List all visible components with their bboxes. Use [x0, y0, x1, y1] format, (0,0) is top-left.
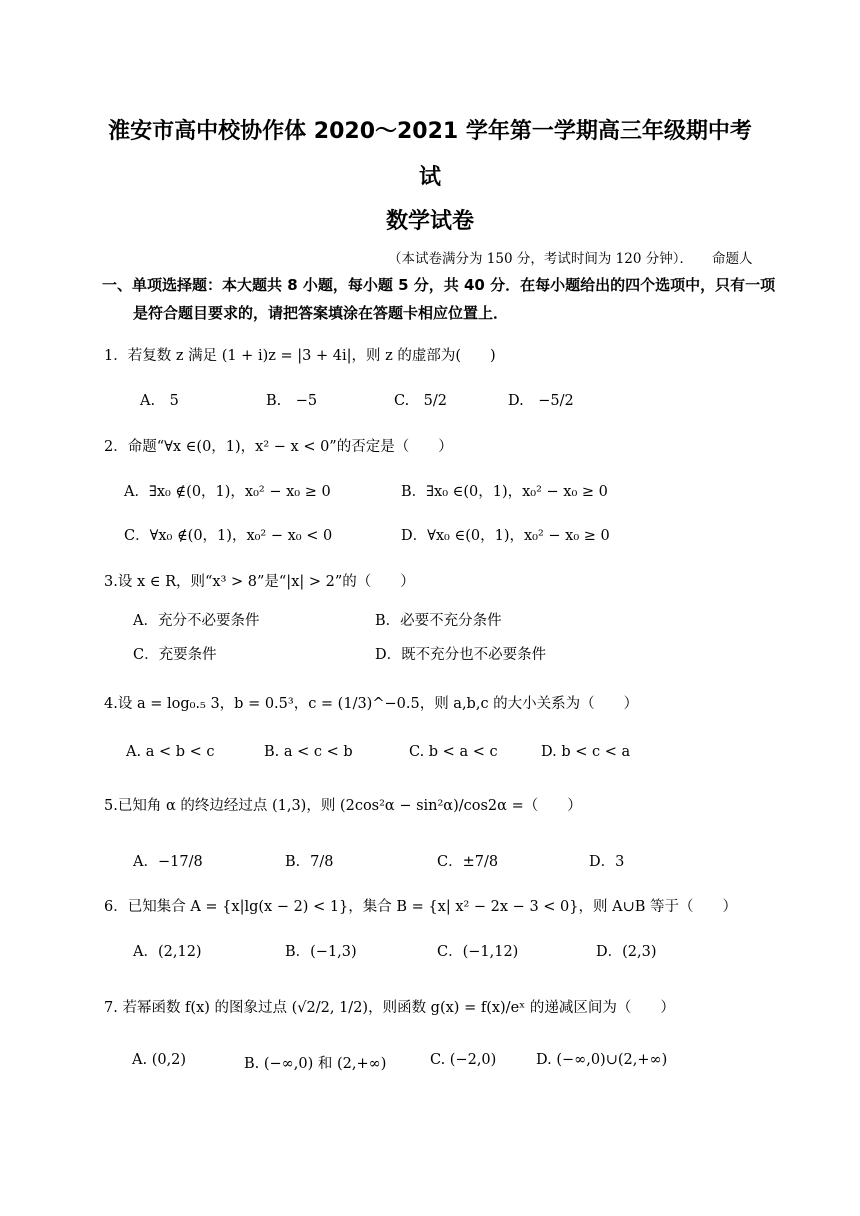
- question-5-option-c: C．±7/8: [437, 854, 499, 870]
- question-7-option-a: A. (0,2): [132, 1052, 187, 1068]
- exam-note: （本试卷满分为 150 分，考试时间为 120 分钟）．: [388, 251, 693, 267]
- question-4-option-c: C. b < a < c: [409, 744, 498, 760]
- question-1-option-c: C. 5/2: [394, 393, 448, 409]
- question-4-stem: 4.设 a = log₀.₅ 3，b = 0.5³，c = (1/3)^−0.5，则 a,b,c 的大小关系为（ ）: [104, 696, 639, 712]
- question-6-option-b: B．(−1,3): [285, 944, 357, 960]
- question-3-option-c: C．充要条件: [133, 647, 217, 663]
- question-7-option-d: D. (−∞,0)∪(2,+∞): [536, 1052, 668, 1068]
- question-2-option-a: A．∃x₀ ∉(0，1)，x₀² − x₀ ≥ 0: [124, 484, 331, 500]
- question-4-option-a: A. a < b < c: [126, 744, 215, 760]
- question-3-option-b: B．必要不充分条件: [375, 613, 502, 629]
- question-5-option-d: D．3: [589, 854, 625, 870]
- section-heading-line1: 一、单项选择题：本大题共 8 小题，每小题 5 分，共 40 分．在每小题给出的四个选项中，只有一项: [102, 276, 776, 294]
- question-4-option-b: B. a < c < b: [264, 744, 353, 760]
- question-1-option-b: B. −5: [266, 393, 318, 409]
- question-2-stem: 2．命题“∀x ∈(0，1)，x² − x < 0”的否定是（ ）: [104, 439, 453, 455]
- setter-label: 命题人: [712, 251, 753, 267]
- section-heading-line2: 是符合题目要求的，请把答案填涂在答题卡相应位置上．: [133, 304, 509, 322]
- question-5-stem: 5.已知角 α 的终边经过点 (1,3)，则 (2cos²α − sin²α)/cos2α =（ ）: [104, 798, 582, 814]
- question-6-option-d: D．(2,3): [596, 944, 657, 960]
- exam-title-line2: 试: [418, 165, 441, 190]
- question-6-stem: 6．已知集合 A = {x|lg(x − 2) < 1}，集合 B = {x| x² − 2x − 3 < 0}，则 A∪B 等于（ ）: [104, 899, 737, 915]
- question-3-stem: 3.设 x ∈ R，则“x³ > 8”是“|x| > 2”的（ ）: [104, 574, 415, 590]
- question-2-option-c: C．∀x₀ ∉(0，1)，x₀² − x₀ < 0: [124, 528, 333, 544]
- question-1-stem: 1．若复数 z 满足 (1 + i)z = |3 + 4i|，则 z 的虚部为( ): [104, 348, 496, 364]
- question-5-option-b: B．7/8: [285, 854, 334, 870]
- question-6-option-a: A．(2,12): [133, 944, 202, 960]
- exam-title-line1: 淮安市高中校协作体 2020～2021 学年第一学期高三年级期中考: [108, 119, 752, 144]
- exam-subtitle: 数学试卷: [385, 209, 474, 234]
- question-5-option-a: A．−17/8: [133, 854, 203, 870]
- question-1-option-d: D. −5/2: [508, 393, 574, 409]
- question-3-option-d: D．既不充分也不必要条件: [375, 647, 547, 663]
- question-2-option-b: B．∃x₀ ∈(0，1)，x₀² − x₀ ≥ 0: [401, 484, 608, 500]
- question-1-option-a: A. 5: [140, 393, 179, 409]
- question-6-option-c: C．(−1,12): [437, 944, 519, 960]
- question-7-option-b: B. (−∞,0) 和 (2,+∞): [244, 1056, 387, 1072]
- question-2-option-d: D．∀x₀ ∈(0，1)，x₀² − x₀ ≥ 0: [401, 528, 610, 544]
- question-7-stem: 7. 若幂函数 f(x) 的图象过点 (√2/2, 1/2)，则函数 g(x) = f(x)/eˣ 的递减区间为（ ）: [104, 1000, 675, 1016]
- question-4-option-d: D. b < c < a: [541, 744, 631, 760]
- question-3-option-a: A．充分不必要条件: [133, 613, 260, 629]
- question-7-option-c: C. (−2,0): [430, 1052, 497, 1068]
